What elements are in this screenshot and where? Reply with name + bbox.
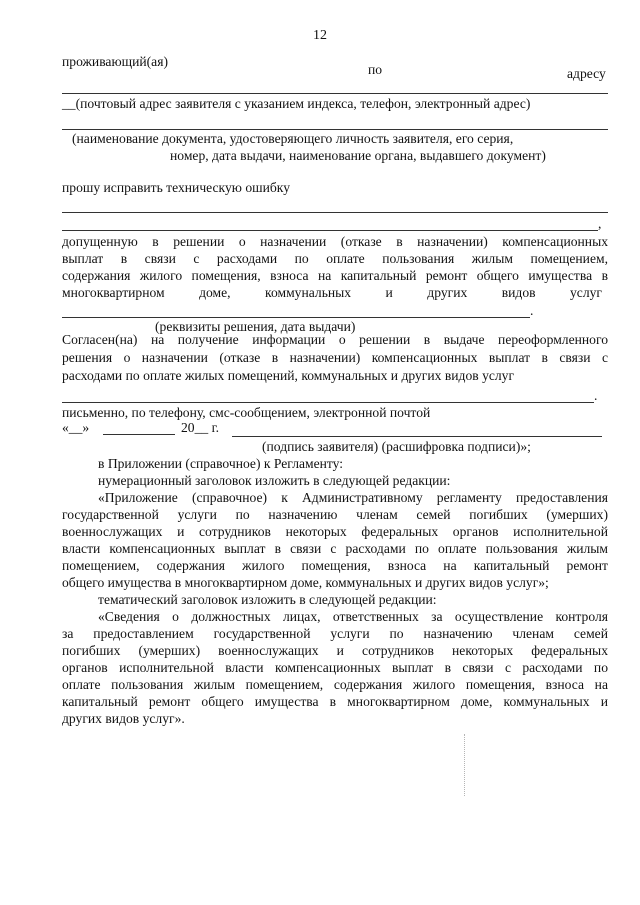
consent-fill-line xyxy=(62,402,594,403)
error-paragraph-line2: выплат в связи с расходами по оплате пользования жилым помещением, xyxy=(62,251,608,266)
appendix-text-line3: военнослужащих и сотрудников некоторых федеральных органов исполнительной xyxy=(62,524,608,539)
signature-hint: (подпись заявителя) (расшифровка подписи)»; xyxy=(262,439,531,454)
date-month-line xyxy=(103,434,175,435)
id-document-hint-line1: (наименование документа, удостоверяющего личность заявителя, его серия, xyxy=(72,131,514,146)
appendix-text-line2: государственной услуги по назначению членам семей погибших (умерших) xyxy=(62,507,608,522)
consent-line1: Согласен(на) на получение информации о решении в выдаче переоформленного xyxy=(62,332,608,347)
period-mark-1: . xyxy=(530,303,534,318)
decision-hint: (реквизиты решения, дата выдачи) xyxy=(155,319,356,334)
request-line: прошу исправить техническую ошибку xyxy=(62,180,290,195)
scan-artifact-dots xyxy=(464,734,465,796)
thematic-header-line: тематический заголовок изложить в следующей редакции: xyxy=(98,592,437,607)
consent-line2: решения о назначении (отказе в назначении) компенсационных выплат в связи с xyxy=(62,350,608,365)
page-number: 12 xyxy=(313,28,327,43)
error-fill-line-2 xyxy=(62,230,598,231)
appendix-text-line6: общего имущества в многоквартирном доме, коммунальных и других видов услуг»; xyxy=(62,575,549,590)
appendix-text-line1: «Приложение (справочное) к Административному регламенту предоставления xyxy=(98,490,608,505)
thematic-text-line4: органов исполнительной власти компенсационных выплат в связи с расходами по xyxy=(62,660,608,675)
delivery-methods: письменно, по телефону, смс-сообщением, электронной почтой xyxy=(62,405,431,420)
id-document-fill-line xyxy=(62,129,608,130)
decision-fill-line xyxy=(62,317,530,318)
address-label: адресу xyxy=(567,66,606,81)
comma-mark: , xyxy=(598,216,602,231)
thematic-text-line6: капитальный ремонт общего имущества в многоквартирном доме, коммунальных и xyxy=(62,694,608,709)
po-label: по xyxy=(368,62,383,77)
residing-label: проживающий(ая) xyxy=(62,54,168,69)
thematic-text-line5: оплате пользования жилым помещением, содержания жилого помещения, взноса на xyxy=(62,677,608,692)
error-fill-line-1 xyxy=(62,212,608,213)
thematic-text-line2: за предоставлением государственной услуги по назначению членам семей xyxy=(62,626,608,641)
appendix-text-line5: помещением, содержания жилого помещения, взноса на капитальный ремонт xyxy=(62,558,608,573)
appendix-line: в Приложении (справочное) к Регламенту: xyxy=(98,456,344,471)
period-mark-2: . xyxy=(594,388,598,403)
address-fill-line xyxy=(62,93,608,94)
postal-address-hint: __(почтовый адрес заявителя с указанием индекса, телефон, электронный адрес) xyxy=(62,96,531,111)
appendix-text-line4: власти компенсационных выплат в связи с расходами по оплате пользования жилым xyxy=(62,541,608,556)
date-year: 20__ г. xyxy=(181,420,220,435)
id-document-hint-line2: номер, дата выдачи, наименование органа, выдавшего документ) xyxy=(170,148,546,163)
error-paragraph-line1: допущенную в решении о назначении (отказе в назначении) компенсационных xyxy=(62,234,608,249)
error-paragraph-line3: содержания жилого помещения, взноса на капитальный ремонт общего имущества в xyxy=(62,268,608,283)
date-day: «__» xyxy=(62,420,90,435)
thematic-text-line7: других видов услуг». xyxy=(62,711,185,726)
signature-fill-line xyxy=(232,436,602,437)
thematic-text-line1: «Сведения о должностных лицах, ответственных за осуществление контроля xyxy=(98,609,608,624)
consent-line3: расходами по оплате жилых помещений, коммунальных и других видов услуг xyxy=(62,368,515,383)
error-paragraph-line4: многоквартирном доме, коммунальных и других видов услуг xyxy=(62,285,602,300)
numbering-header-line: нумерационный заголовок изложить в следующей редакции: xyxy=(98,473,451,488)
thematic-text-line3: погибших (умерших) военнослужащих и сотрудников некоторых федеральных xyxy=(62,643,608,658)
